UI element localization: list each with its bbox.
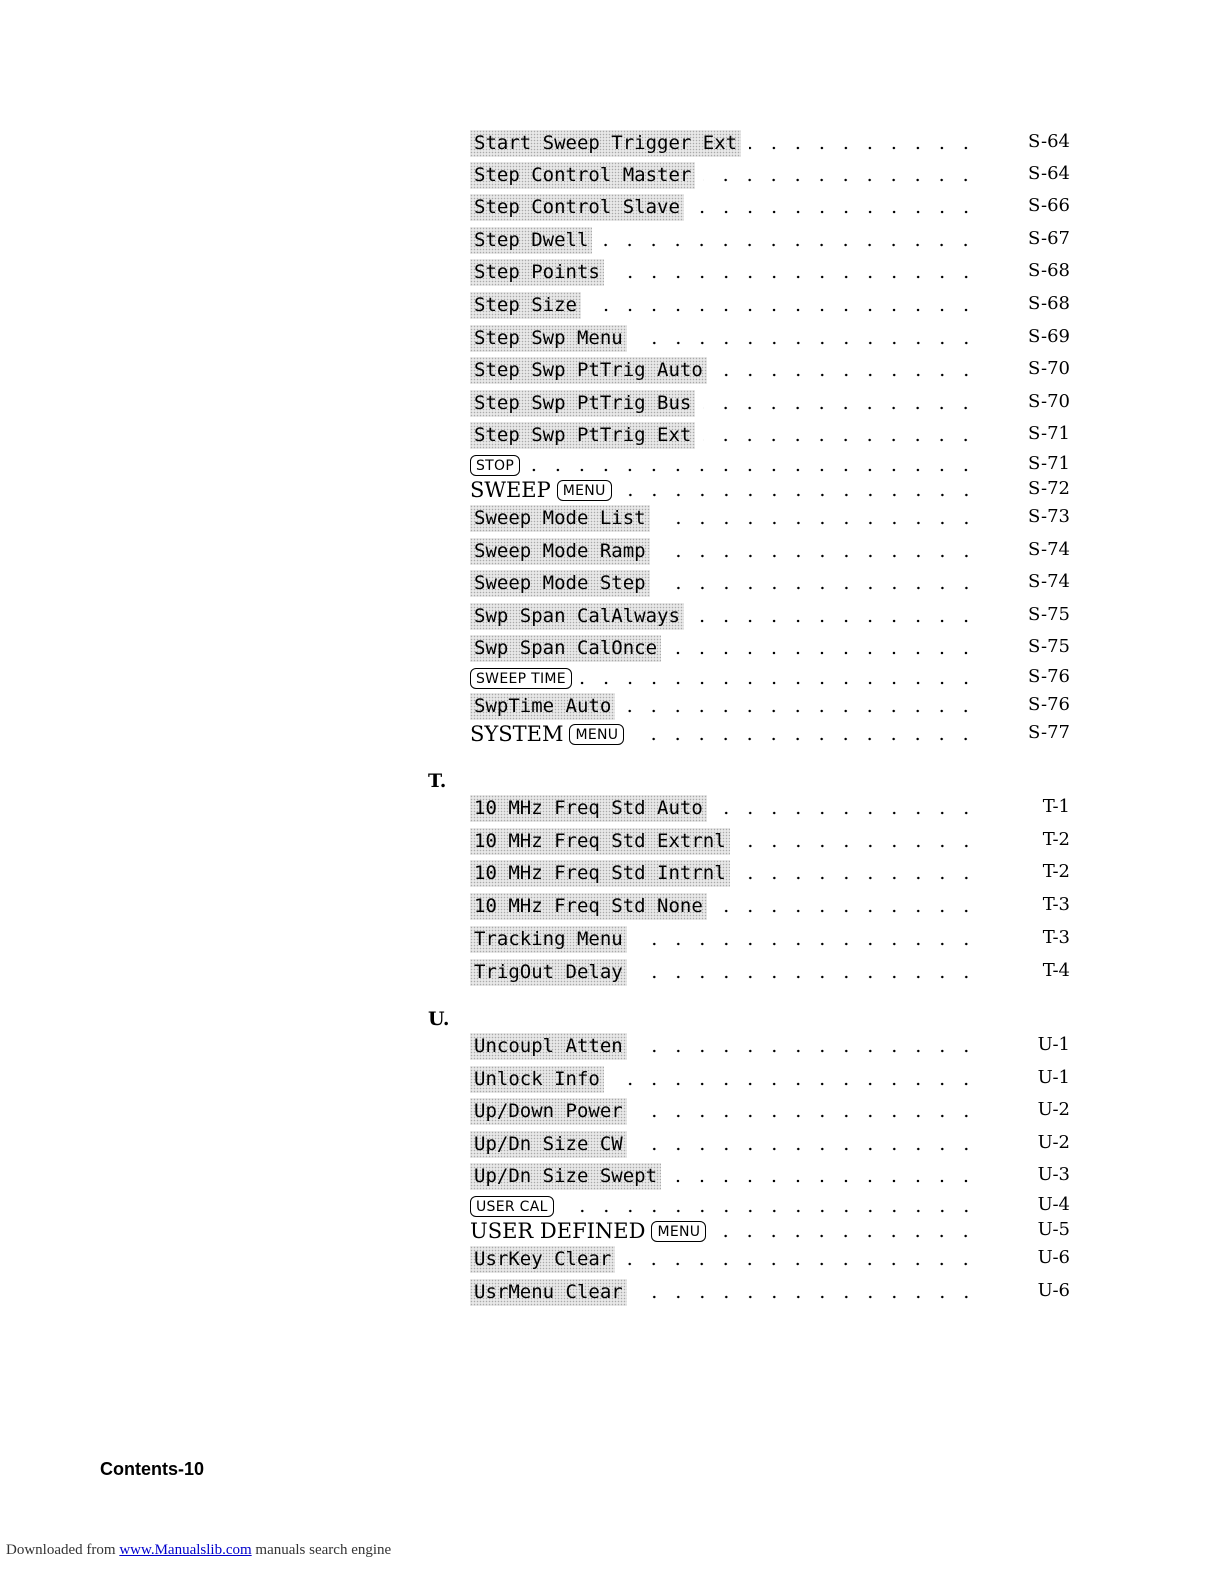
page-reference: S-75 (1028, 604, 1070, 625)
page-reference: S-71 (1028, 423, 1070, 444)
softkey-label: Step Control Slave (470, 194, 684, 221)
page-reference: U-1 (1037, 1067, 1070, 1088)
manualslib-link[interactable]: www.Manualslib.com (119, 1542, 252, 1558)
softkey-label: Sweep Mode Ramp (470, 538, 650, 565)
dot-leader (635, 1132, 978, 1156)
page-reference: U-2 (1037, 1099, 1070, 1120)
page-reference: S-76 (1028, 694, 1070, 715)
dot-leader (703, 163, 978, 187)
softkey-label: 10 MHz Freq Std Auto (470, 795, 707, 822)
dot-leader (658, 506, 978, 530)
softkey-label: Step Control Master (470, 162, 695, 189)
hardkey-label: USER CAL (470, 1196, 554, 1217)
dot-leader (632, 722, 978, 746)
toc-entry[interactable] (470, 1031, 1070, 1061)
softkey-label: 10 MHz Freq Std Intrnl (470, 860, 730, 887)
menu-label: SYSTEM (470, 722, 564, 746)
toc-entry[interactable] (470, 1129, 1070, 1159)
dot-leader (635, 1099, 978, 1123)
page-reference: S-67 (1028, 228, 1070, 249)
toc-entry[interactable] (470, 957, 1070, 987)
toc-entry[interactable] (470, 719, 1070, 749)
page-reference: S-69 (1028, 326, 1070, 347)
dot-leader (612, 260, 978, 284)
toc-entry[interactable] (470, 503, 1070, 533)
page-reference: S-73 (1028, 506, 1070, 527)
dot-leader (749, 131, 978, 155)
page-reference: S-74 (1028, 571, 1070, 592)
softkey-label: Up/Dn Size Swept (470, 1163, 661, 1190)
dot-leader (669, 1164, 978, 1188)
softkey-label: TrigOut Delay (470, 959, 627, 986)
page-reference: S-70 (1028, 358, 1070, 379)
dot-leader (612, 1067, 978, 1091)
toc-entry[interactable] (470, 1161, 1070, 1191)
page-footer-label: Contents-10 (100, 1459, 205, 1479)
menu-key: MENU (557, 480, 612, 501)
toc-entry[interactable] (470, 225, 1070, 255)
dot-leader (589, 293, 978, 317)
dot-leader (635, 1034, 978, 1058)
page-reference: U-2 (1037, 1132, 1070, 1153)
page-reference: S-66 (1028, 195, 1070, 216)
toc-entry[interactable] (470, 1244, 1070, 1274)
softkey-label: UsrMenu Clear (470, 1279, 627, 1306)
toc-entry[interactable] (470, 1216, 1070, 1246)
toc-entry[interactable] (470, 1277, 1070, 1307)
toc-entry[interactable] (470, 475, 1070, 505)
section-letter: T. (428, 770, 447, 792)
menu-label: SWEEP (470, 478, 551, 502)
softkey-label: Uncoupl Atten (470, 1033, 627, 1060)
page-reference: U-4 (1037, 1194, 1070, 1215)
toc-entry[interactable] (470, 192, 1070, 222)
softkey-label: Step Points (470, 259, 604, 286)
softkey-label: UsrKey Clear (470, 1246, 615, 1273)
softkey-label: Up/Dn Size CW (470, 1131, 627, 1158)
toc-entry[interactable] (470, 568, 1070, 598)
page-reference: T-2 (1042, 829, 1070, 850)
menu-key: MENU (651, 1221, 706, 1242)
softkey-label: Unlock Info (470, 1066, 604, 1093)
hardkey-label: STOP (470, 455, 520, 476)
dot-leader (635, 326, 978, 350)
dot-leader (635, 1280, 978, 1304)
toc-entry[interactable] (470, 891, 1070, 921)
toc-entry[interactable] (470, 924, 1070, 954)
dot-leader (715, 358, 978, 382)
dot-leader (715, 796, 978, 820)
toc-entry[interactable] (470, 128, 1070, 158)
toc-entry[interactable] (470, 290, 1070, 320)
page-reference: S-68 (1028, 260, 1070, 281)
dot-leader (562, 1194, 978, 1218)
toc-entry[interactable] (470, 826, 1070, 856)
page-reference: S-70 (1028, 391, 1070, 412)
page-reference: S-77 (1028, 722, 1070, 743)
toc-entry[interactable] (470, 388, 1070, 418)
dot-leader (658, 539, 978, 563)
page-reference: U-5 (1037, 1219, 1070, 1240)
page-reference: S-64 (1028, 131, 1070, 152)
softkey-label: Tracking Menu (470, 926, 627, 953)
toc-entry[interactable] (470, 536, 1070, 566)
toc-entry[interactable] (470, 323, 1070, 353)
toc-entry[interactable] (470, 355, 1070, 385)
page-reference: S-74 (1028, 539, 1070, 560)
dot-leader (635, 960, 978, 984)
dot-leader (738, 829, 978, 853)
dot-leader (669, 636, 978, 660)
softkey-label: Start Sweep Trigger Ext (470, 130, 741, 157)
softkey-label: 10 MHz Freq Std None (470, 893, 707, 920)
dot-leader (528, 453, 978, 477)
download-note-prefix: Downloaded from (6, 1542, 116, 1558)
dot-leader (715, 894, 978, 918)
toc-entry[interactable] (470, 793, 1070, 823)
softkey-label: SwpTime Auto (470, 693, 615, 720)
softkey-label: Swp Span CalOnce (470, 635, 661, 662)
dot-leader (692, 604, 978, 628)
section-letter: U. (428, 1008, 450, 1030)
dot-leader (580, 666, 978, 690)
page-reference: T-3 (1042, 927, 1070, 948)
dot-leader (623, 1247, 978, 1271)
dot-leader (658, 571, 978, 595)
page-reference: U-6 (1037, 1247, 1070, 1268)
page-reference: T-1 (1042, 796, 1070, 817)
dot-leader (703, 423, 978, 447)
download-note (6, 1542, 391, 1559)
softkey-label: Step Swp PtTrig Bus (470, 390, 695, 417)
toc-entry[interactable] (470, 601, 1070, 631)
page-reference: U-6 (1037, 1280, 1070, 1301)
softkey-label: Step Swp Menu (470, 325, 627, 352)
dot-leader (620, 478, 978, 502)
softkey-label: 10 MHz Freq Std Extrnl (470, 828, 730, 855)
toc-entry[interactable] (470, 663, 1070, 693)
toc-entry[interactable] (470, 257, 1070, 287)
dot-leader (692, 195, 978, 219)
toc-entry[interactable] (470, 858, 1070, 888)
softkey-label: Sweep Mode Step (470, 570, 650, 597)
dot-leader (703, 391, 978, 415)
dot-leader (738, 861, 978, 885)
page-reference: T-2 (1042, 861, 1070, 882)
softkey-label: Sweep Mode List (470, 505, 650, 532)
dot-leader (714, 1219, 978, 1243)
softkey-label: Step Swp PtTrig Ext (470, 422, 695, 449)
page-reference: S-68 (1028, 293, 1070, 314)
page-reference: U-1 (1037, 1034, 1070, 1055)
page-reference: T-4 (1042, 960, 1070, 981)
menu-key: MENU (569, 724, 624, 745)
softkey-label: Up/Down Power (470, 1098, 627, 1125)
toc-entry[interactable] (470, 1096, 1070, 1126)
page-reference: S-76 (1028, 666, 1070, 687)
download-note-suffix: manuals search engine (255, 1542, 392, 1558)
dot-leader (635, 927, 978, 951)
softkey-label: Swp Span CalAlways (470, 603, 684, 630)
toc-entry[interactable] (470, 420, 1070, 450)
hardkey-label: SWEEP TIME (470, 668, 572, 689)
dot-leader (600, 228, 978, 252)
page-reference: U-3 (1037, 1164, 1070, 1185)
page-reference: S-75 (1028, 636, 1070, 657)
menu-label: USER DEFINED (470, 1219, 646, 1243)
page-reference: T-3 (1042, 894, 1070, 915)
page-reference: S-64 (1028, 163, 1070, 184)
dot-leader (623, 694, 978, 718)
softkey-label: Step Swp PtTrig Auto (470, 357, 707, 384)
softkey-label: Step Size (470, 292, 581, 319)
page-reference: S-72 (1028, 478, 1070, 499)
toc-entry[interactable] (470, 160, 1070, 190)
toc-entry[interactable] (470, 633, 1070, 663)
page-reference: S-71 (1028, 453, 1070, 474)
toc-entry[interactable] (470, 691, 1070, 721)
softkey-label: Step Dwell (470, 227, 592, 254)
toc-entry[interactable] (470, 1064, 1070, 1094)
